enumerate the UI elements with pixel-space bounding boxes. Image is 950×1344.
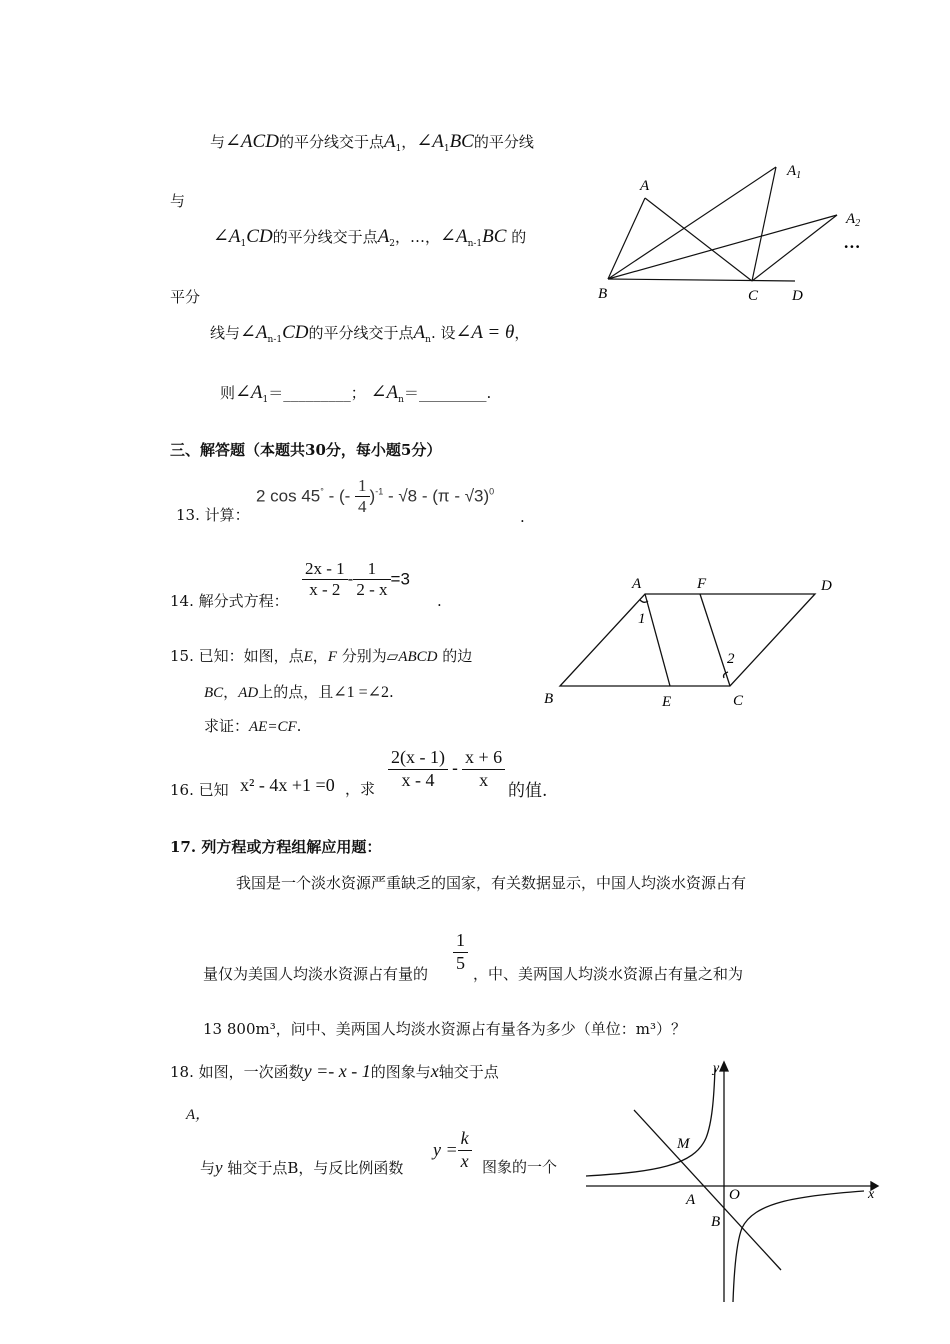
q16-ask: ，求 (345, 780, 376, 798)
line-ba2 (608, 215, 837, 279)
label-angle-2: 2 (727, 651, 735, 667)
q18-graph-figure (584, 1058, 884, 1306)
q15-line1: 15. 已知：如图，点E，F 分别为▱ABCD 的边 (170, 647, 473, 665)
q18-line3-post: 图象的一个 (482, 1158, 558, 1176)
line-ca2 (752, 215, 837, 281)
label-f: F (697, 576, 707, 592)
q15-parallelogram-figure (540, 570, 840, 715)
label-d: D (821, 578, 832, 594)
label-a2: $A_2$ (846, 211, 861, 229)
q18-line1: 18. 如图，一次函数y =- x - 1的图象与x轴交于点 (170, 1061, 499, 1081)
label-m: M (677, 1136, 690, 1152)
q13-expression: 2 cos 45° - (- $\frac{1}{4}$ )$^{-1}$ - √8 - (π - √3)$^0$ (256, 476, 495, 517)
label-b: B (711, 1214, 721, 1230)
label-o: O (729, 1187, 740, 1203)
q12-line1: 与∠ACD的平分线交于点$A_1$，$\angle A_1BC$的平分线 (210, 131, 534, 154)
q13-end: . (520, 508, 525, 526)
q16-label: 16. 已知 (170, 781, 229, 799)
section-3-title: 三、解答题（本题共30分，每小题5分） (170, 441, 442, 459)
label-a: A (632, 576, 642, 592)
hyperbola-branch-lower (733, 1191, 864, 1302)
segment-cf (700, 594, 730, 686)
q12-line6: 则$\angle A_1=\_\_\_\_\_\_\_\_\_$； $\angle A_n=\_\_\_\_\_\_\_\_\_$. (220, 382, 492, 405)
q18-inverse-function: y = $\frac{k}{x}$ (433, 1128, 472, 1172)
q17-line1: 我国是一个淡水资源严重缺乏的国家，有关数据显示，中国人均淡水资源占有 (236, 874, 747, 892)
q17-line2-post: ，中、美两国人均淡水资源占有量之和为 (473, 965, 744, 983)
q12-angle-bisector-figure (590, 155, 880, 310)
label-e: E (662, 694, 672, 710)
label-d: D (792, 288, 803, 304)
line-ac (645, 198, 752, 281)
label-b: B (544, 691, 554, 707)
label-ellipsis: … (844, 233, 861, 252)
q14-equation: $\frac{2x - 1}{x - 2}$ - $\frac{1}{2 - x}$ =3 (302, 559, 410, 601)
q15-line2: BC，AD上的点，且∠1 =∠2. (204, 683, 394, 701)
y-axis-arrow (720, 1062, 728, 1071)
label-x: x (868, 1187, 875, 1202)
q14-label: 14. 解分式方程： (170, 592, 289, 610)
q17-title: 17. 列方程或方程组解应用题： (170, 838, 382, 856)
q17-line3: 13 800m³，问中、美两国人均淡水资源占有量各为多少（单位：m³）？ (203, 1020, 686, 1038)
q13-label: 13. 计算： (176, 506, 250, 524)
line-bd (608, 279, 795, 281)
q16-expression: $\frac{2(x - 1)}{x - 4}$ - $\frac{x + 6}{x}$ (388, 747, 505, 791)
answer-blank-2[interactable]: _________ (418, 384, 487, 402)
label-a: A (640, 178, 650, 194)
q12-line5: 线与$\angle A_{n-1}CD$的平分线交于点$A_n$. 设∠A = θ， (210, 322, 530, 345)
label-a: A (686, 1192, 696, 1208)
answer-blank-1[interactable]: _________ (283, 384, 351, 402)
label-a1: $A_1$ (787, 163, 802, 181)
q14-end: . (437, 592, 442, 610)
line-ca1 (752, 167, 776, 281)
q17-fraction: $\frac{1}{5}$ (453, 930, 468, 974)
q18-line3: 与y 轴交于点B，与反比例函数 (200, 1158, 404, 1177)
q12-line3: $\angle A_1CD$的平分线交于点$A_2$，…，$\angle A_{n-1}BC$ 的 (213, 226, 527, 249)
segment-ae (645, 594, 670, 686)
label-y: y (713, 1061, 720, 1076)
q17-line2-pre: 量仅为美国人均淡水资源占有量的 (203, 965, 429, 983)
q18-line2: A， (186, 1107, 211, 1123)
label-c: C (733, 693, 744, 709)
label-b: B (598, 286, 608, 302)
q15-line3: 求证：AE=CF. (204, 717, 302, 735)
q16-condition: x² - 4x +1 =0 (240, 775, 335, 795)
label-c: C (748, 288, 759, 304)
hyperbola-branch-upper (586, 1068, 715, 1176)
q16-post: 的值. (508, 781, 548, 801)
q12-line2: 与 (170, 192, 186, 210)
q12-line4: 平分 (170, 288, 201, 306)
label-angle-1: 1 (638, 611, 646, 627)
parallelogram-abcd (560, 594, 815, 686)
